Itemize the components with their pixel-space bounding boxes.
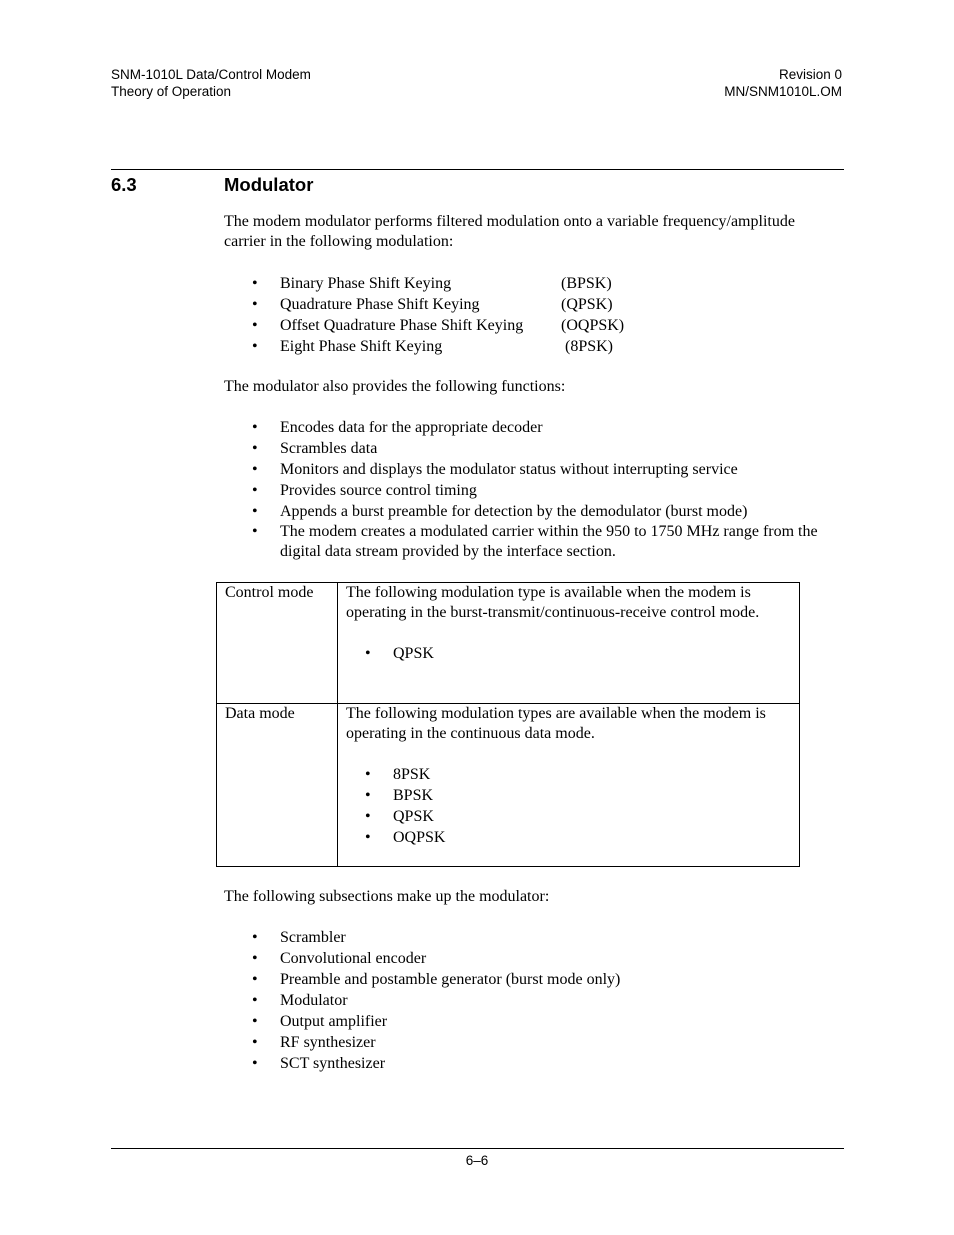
list-item [224, 1053, 840, 1074]
modulation-abbr: (OQPSK) [561, 317, 625, 334]
function-text: Appends a burst preamble for detection by the demodulator (burst mode) [280, 503, 748, 520]
list-item [224, 969, 840, 990]
functions-list [224, 417, 840, 562]
modulation-abbr: (8PSK) [561, 338, 614, 355]
function-text: Encodes data for the appropriate decoder [280, 419, 543, 436]
modulation-abbr: (QPSK) [561, 296, 613, 313]
bullet-icon: • [365, 645, 371, 662]
list-item [224, 522, 840, 562]
functions-intro: The modulator also provides the following functions: [224, 378, 566, 395]
subsection-text: Modulator [280, 992, 348, 1009]
page-header-right [724, 67, 842, 100]
list-item [224, 990, 840, 1011]
mode-cell: Control mode [217, 583, 338, 704]
bullet-icon: • [252, 296, 258, 313]
list-item [224, 273, 840, 294]
mode-cell: Data mode [217, 704, 338, 867]
mode-table [216, 582, 800, 867]
list-item [224, 438, 840, 459]
modulation-name: Binary Phase Shift Keying [280, 275, 452, 292]
table-row [217, 704, 800, 867]
footer-rule [111, 1148, 844, 1149]
subsection-text: SCT synthesizer [280, 1055, 386, 1072]
bullet-icon: • [252, 992, 258, 1009]
subsection-text: Preamble and postamble generator (burst mode only) [280, 971, 621, 988]
header-chapter-title: Theory of Operation [111, 83, 232, 99]
function-text: The modem creates a modulated carrier within the 950 to 1750 MHz range from the digital data stream provided by the interface section. [280, 523, 818, 560]
list-item [224, 948, 840, 969]
subsection-text: RF synthesizer [280, 1034, 376, 1051]
table-row [217, 583, 800, 704]
bullet-icon: • [252, 419, 258, 436]
bullet-icon: • [365, 766, 371, 783]
bullet-icon: • [365, 829, 371, 846]
list-item: • BPSK [365, 787, 434, 804]
subsections-list [224, 927, 840, 1074]
bullet-icon: • [252, 482, 258, 499]
list-item [224, 417, 840, 438]
intro-paragraph: The modem modulator performs filtered modulation onto a variable frequency/amplitude carrier in the following modulation: [224, 213, 795, 250]
list-item: • OQPSK [365, 829, 446, 846]
subsections-intro: The following subsections make up the modulator: [224, 888, 550, 905]
page-number: 6–6 [465, 1153, 489, 1168]
description-cell [338, 704, 800, 867]
list-item: • 8PSK [365, 766, 431, 783]
subsection-text: Output amplifier [280, 1013, 388, 1030]
modulation-abbr: (BPSK) [561, 275, 612, 292]
subsection-text: Scrambler [280, 929, 346, 946]
header-doc-number: MN/SNM1010L.OM [724, 83, 842, 99]
list-item [224, 459, 840, 480]
bullet-icon: • [252, 338, 258, 355]
header-rule [111, 169, 844, 170]
list-item [224, 1011, 840, 1032]
section-number: 6.3 [111, 174, 137, 195]
modulation-name: Offset Quadrature Phase Shift Keying [280, 317, 524, 334]
modulation-name: Quadrature Phase Shift Keying [280, 296, 480, 313]
description-cell [338, 583, 800, 704]
bullet-icon: • [252, 440, 258, 457]
list-item [224, 336, 840, 357]
list-item [224, 480, 840, 501]
mode-description: The following modulation type is available when the modem is operating in the burst-transmit/continuous-receive control mode. [346, 584, 760, 621]
list-item [224, 315, 840, 336]
function-text: Provides source control timing [280, 482, 477, 499]
bullet-icon: • [252, 950, 258, 967]
function-text: Monitors and displays the modulator status without interrupting service [280, 461, 738, 478]
bullet-icon: • [252, 503, 258, 520]
list-item [224, 501, 840, 522]
list-item [224, 1032, 840, 1053]
section-title: Modulator [224, 174, 314, 195]
bullet-icon: • [252, 275, 258, 292]
modulation-list [224, 273, 840, 357]
page-header-left [111, 67, 311, 100]
section-body [224, 212, 840, 1074]
bullet-icon: • [365, 808, 371, 825]
function-text: Scrambles data [280, 440, 378, 457]
bullet-icon: • [252, 1034, 258, 1051]
list-item [224, 927, 840, 948]
bullet-icon: • [252, 971, 258, 988]
list-item: • QPSK [365, 645, 434, 662]
mode-description: The following modulation types are available when the modem is operating in the continuous data mode. [346, 705, 766, 742]
bullet-icon: • [252, 523, 258, 540]
bullet-icon: • [252, 1013, 258, 1030]
list-item: • QPSK [365, 808, 434, 825]
bullet-icon: • [252, 1055, 258, 1072]
subsection-text: Convolutional encoder [280, 950, 427, 967]
mode-list [346, 764, 791, 848]
bullet-icon: • [252, 317, 258, 334]
header-doc-title: SNM-1010L Data/Control Modem [111, 67, 311, 82]
header-revision: Revision 0 [778, 67, 842, 82]
bullet-icon: • [365, 787, 371, 804]
list-item [224, 294, 840, 315]
bullet-icon: • [252, 929, 258, 946]
bullet-icon: • [252, 461, 258, 478]
mode-list [346, 643, 791, 664]
modulation-name: Eight Phase Shift Keying [280, 338, 443, 355]
